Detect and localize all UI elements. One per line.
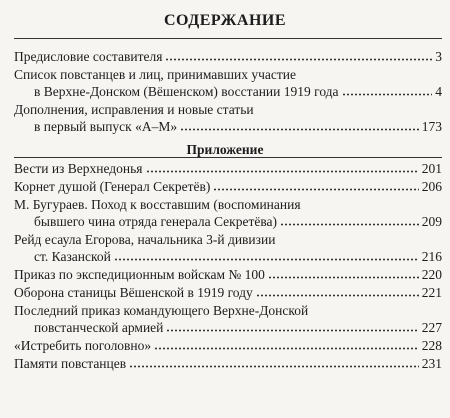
toc-title: СОДЕРЖАНИЕ — [163, 12, 287, 29]
entry-line: в Верхне-Донском (Вёшенском) восстании 1919 года — [34, 84, 339, 99]
toc-entry — [14, 266, 442, 283]
dot-leader — [146, 170, 419, 173]
dot-leader — [268, 276, 419, 279]
entry-page: 227 — [421, 320, 442, 335]
dot-leader — [165, 58, 432, 61]
entry-line: Последний приказ командующего Верхне-Донской — [14, 303, 309, 318]
dot-leader — [166, 329, 418, 332]
entry-page: 228 — [421, 338, 442, 353]
entry-page: 216 — [421, 249, 442, 264]
entry-line: бывшего чина отряда генерала Секретёва) — [34, 214, 278, 229]
toc-entry — [14, 160, 442, 177]
entry-line: Вести из Верхнедонья — [14, 161, 143, 176]
dot-leader — [280, 223, 419, 226]
entry-line: Рейд есаула Егорова, начальника 3-й дивизии — [14, 232, 276, 247]
entry-page: 206 — [421, 179, 442, 194]
entry-line: «Истребить поголовно» — [14, 338, 152, 353]
top-rule — [14, 38, 442, 39]
entry-line: Дополнения, исправления и новые статьи — [14, 102, 254, 117]
entry-line: М. Бугураев. Поход к восставшим (воспоминания — [14, 197, 301, 212]
toc-entry — [14, 178, 442, 195]
entry-line: в первый выпуск «А–М» — [34, 119, 178, 134]
toc-entry — [14, 355, 442, 372]
dot-leader — [256, 294, 419, 297]
toc-entry — [14, 101, 442, 135]
toc-entry — [14, 231, 442, 265]
dot-leader — [180, 128, 419, 131]
entry-line: Предисловие составителя — [14, 49, 163, 64]
entry-page: 221 — [421, 285, 442, 300]
toc-entry — [14, 302, 442, 336]
dot-leader — [129, 365, 419, 368]
entry-page: 220 — [421, 267, 442, 282]
entry-page: 209 — [421, 214, 442, 229]
appendix-heading: Приложение — [186, 142, 264, 157]
entry-line: Список повстанцев и лиц, принимавших участие — [14, 67, 297, 82]
appendix-rule — [14, 157, 442, 158]
dot-leader — [154, 347, 419, 350]
entry-line: Оборона станицы Вёшенской в 1919 году — [14, 285, 253, 300]
entry-line: ст. Казанской — [34, 249, 111, 264]
entry-page: 4 — [435, 84, 442, 99]
dot-leader — [213, 188, 418, 191]
toc-entry — [14, 337, 442, 354]
toc-entry — [14, 66, 442, 100]
toc-entry — [14, 284, 442, 301]
entry-page: 201 — [421, 161, 442, 176]
entry-line: Памяти повстанцев — [14, 356, 127, 371]
entry-line: Приказ по экспедиционным войскам № 100 — [14, 267, 265, 282]
entry-page: 231 — [421, 356, 442, 371]
toc-entry — [14, 196, 442, 230]
entry-page: 3 — [435, 49, 442, 64]
dot-leader — [114, 258, 419, 261]
entry-page: 173 — [421, 119, 442, 134]
entry-line: повстанческой армией — [34, 320, 164, 335]
entry-line: Корнет душой (Генерал Секретёв) — [14, 179, 211, 194]
dot-leader — [342, 93, 433, 96]
toc-entry — [14, 48, 442, 65]
